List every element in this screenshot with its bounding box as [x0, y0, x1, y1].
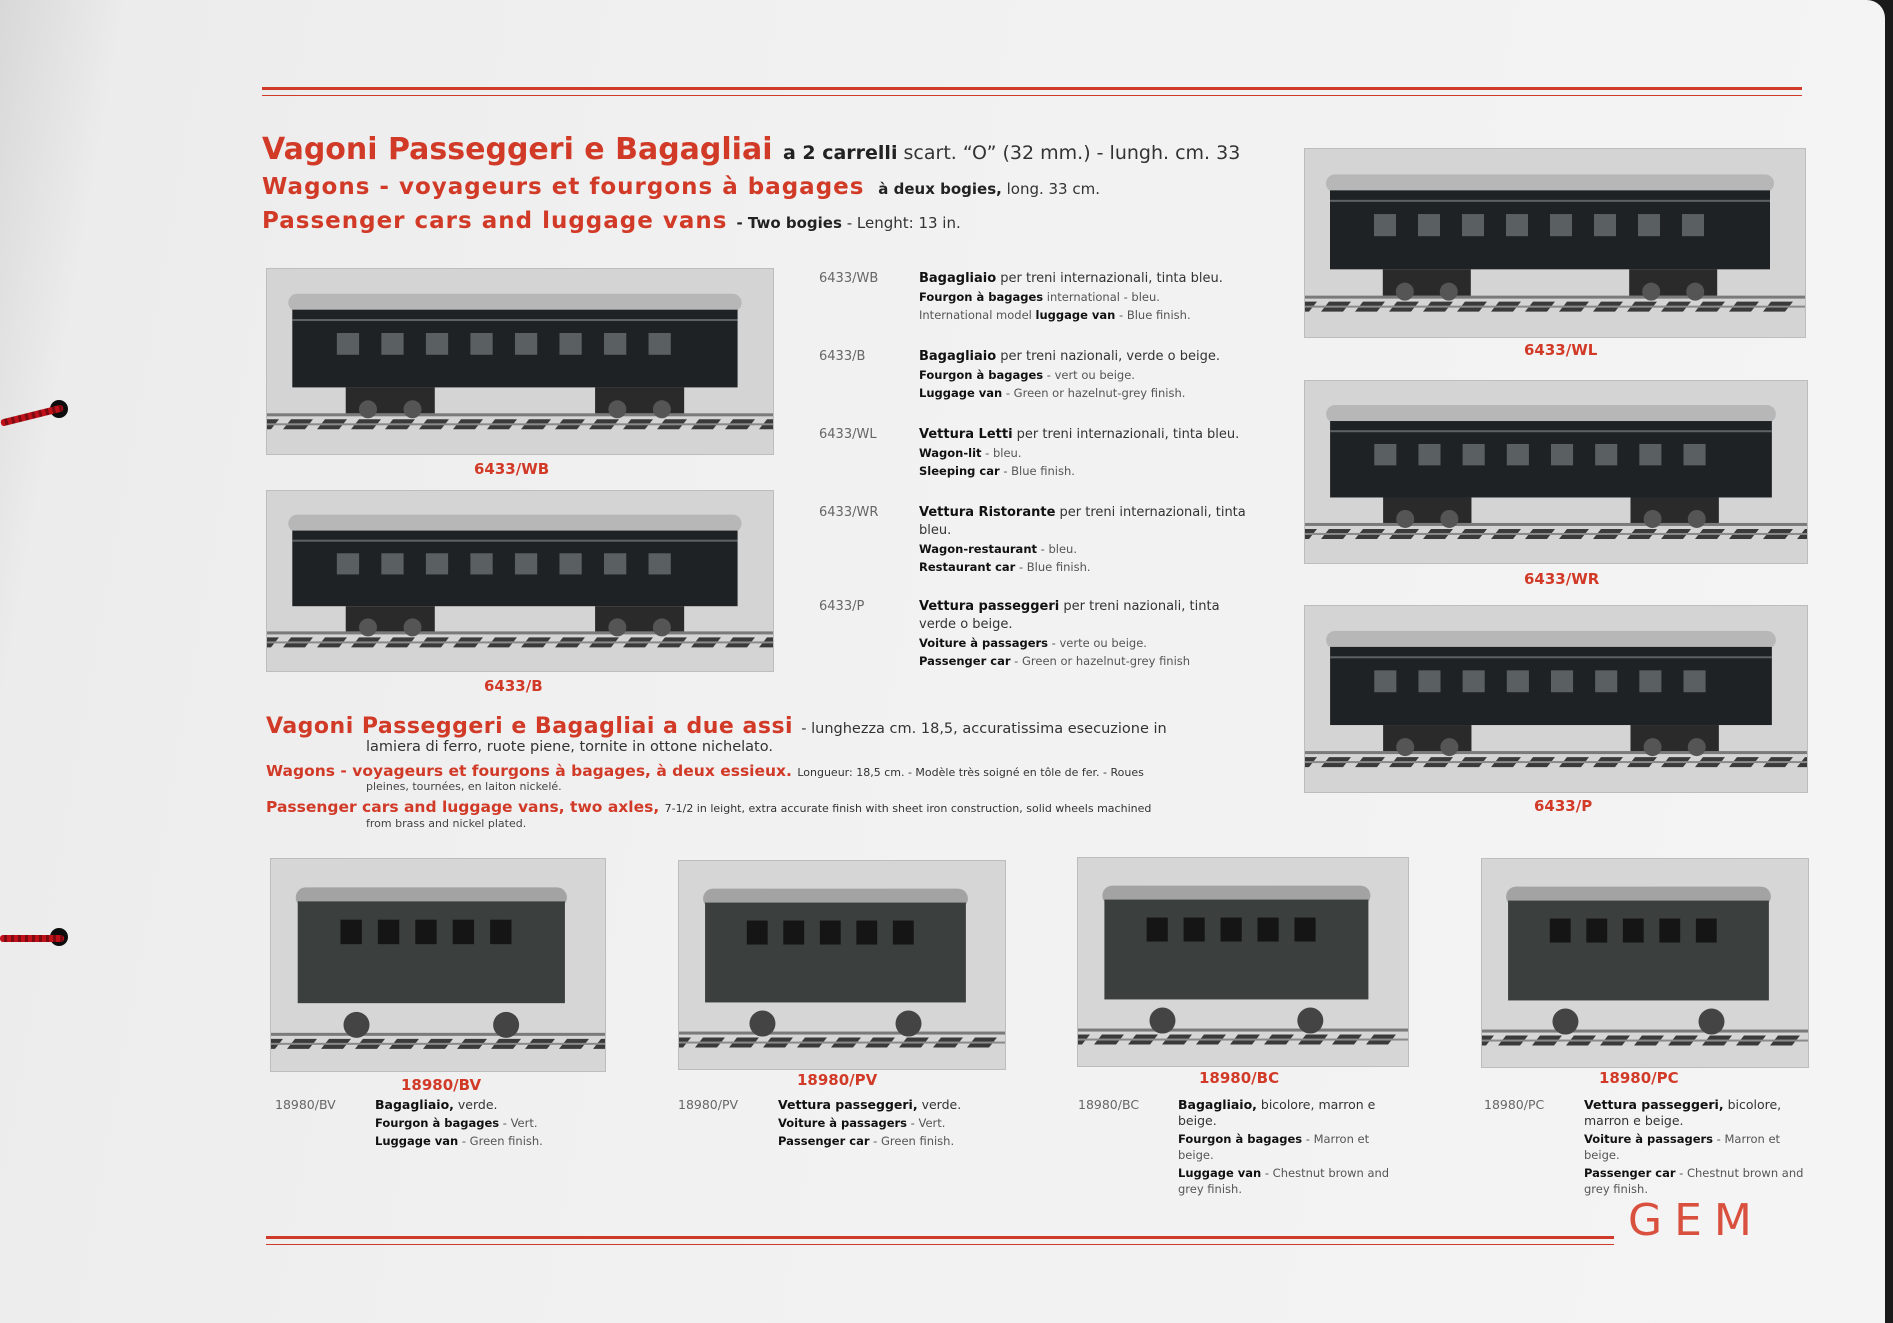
label-6433-wb: 6433/WB [474, 460, 550, 478]
item-en-desc: - Green finish. [458, 1134, 543, 1148]
item-en-desc: - Blue finish. [1015, 560, 1091, 574]
item-it-desc: per treni nazionali, verde o beige. [996, 349, 1220, 364]
label-6433-p: 6433/P [1534, 797, 1593, 815]
header-en-title: Passenger cars and luggage vans [262, 208, 728, 234]
brand-logo: GEM [1628, 1195, 1764, 1246]
header-en-sub: - Lenght: 13 in. [846, 214, 961, 232]
header-it-sub: scart. “O” (32 mm.) - lungh. cm. 33 [903, 142, 1241, 164]
item-fr-name: Fourgon à bagages [1178, 1132, 1303, 1146]
item-en-desc: - Green finish. [869, 1134, 955, 1148]
photo-6433-p [1304, 605, 1808, 793]
item-code: 6433/WL [819, 427, 877, 442]
item-it-desc: bicolore, marron e beige. [1584, 1097, 1782, 1128]
photo-18980-bv [270, 858, 606, 1072]
photo-6433-wb [266, 268, 774, 455]
item-fr-desc: international - bleu. [1043, 290, 1160, 304]
item-fr-desc: - Vert. [907, 1116, 946, 1130]
photo-18980-bc [1077, 857, 1409, 1067]
item-fr-name: Wagon-restaurant [919, 542, 1038, 556]
header-it-title: Vagoni Passeggeri e Bagagliai [262, 132, 773, 167]
item-code: 18980/PC [1484, 1097, 1545, 1112]
item-it-name: Vettura passeggeri, [1584, 1097, 1724, 1112]
label-18980-pv: 18980/PV [797, 1071, 878, 1089]
item-it-name: Vettura passeggeri [919, 599, 1060, 614]
item-en-desc: - Blue finish. [999, 464, 1075, 478]
item-code: 18980/PV [678, 1097, 739, 1112]
train-illustration [1305, 381, 1807, 563]
item-fr-name: Voiture à passagers [1584, 1132, 1714, 1146]
item-fr-name: Fourgon à bagages [919, 290, 1044, 304]
label-6433-wr: 6433/WR [1524, 570, 1600, 588]
item-it-name: Bagagliaio, [1178, 1097, 1257, 1112]
item-fr-name: Wagon-lit [919, 446, 982, 460]
item-code: 6433/P [819, 599, 865, 614]
item-it-desc: verde. [453, 1097, 498, 1112]
item-fr-desc: - Vert. [499, 1116, 538, 1130]
item-fr-name: Fourgon à bagages [375, 1116, 500, 1130]
item-en-name: Passenger car [778, 1134, 870, 1148]
item-it-desc: per treni nazionali, tinta verde o beige. [919, 599, 1220, 632]
item-fr-desc: - Marron et beige. [1178, 1132, 1370, 1162]
train-illustration [679, 861, 1005, 1069]
bottom-rule [266, 1236, 1614, 1239]
item-it-desc: per treni internazionali, tinta bleu. [1012, 427, 1240, 442]
bogie-item [819, 426, 1259, 480]
photo-6433-wl [1304, 148, 1806, 338]
item-it-name: Vettura Letti [919, 427, 1013, 442]
item-en-name: Luggage van [1178, 1166, 1262, 1180]
item-en-prefix: International model [919, 308, 1036, 322]
item-en-name: Restaurant car [919, 560, 1016, 574]
header-en-sub-bold: - Two bogies [736, 214, 842, 232]
train-illustration [271, 859, 605, 1071]
item-en-desc: - Green or hazelnut-grey finish. [1002, 386, 1186, 400]
item-en-desc: - Chestnut brown and grey finish. [1584, 1166, 1804, 1196]
top-rule-thin [262, 95, 1802, 96]
item-it-desc: per treni internazionali, tinta bleu. [996, 271, 1223, 286]
axle-fr [266, 762, 1144, 780]
item-fr-desc: - bleu. [981, 446, 1022, 460]
label-18980-bc: 18980/BC [1199, 1069, 1280, 1087]
item-fr-name: Voiture à passagers [778, 1116, 908, 1130]
photo-18980-pv [678, 860, 1006, 1070]
item-en-desc: - Blue finish. [1115, 308, 1191, 322]
header-fr-sub-bold: à deux bogies, [878, 180, 1002, 198]
item-fr-desc: - verte ou beige. [1048, 636, 1147, 650]
item-code: 18980/BV [275, 1097, 336, 1112]
axle-it-sub2: lamiera di ferro, ruote piene, tornite in ottone nichelato. [366, 739, 773, 755]
bogie-item [819, 348, 1259, 402]
header-fr-title: Wagons - voyageurs et fourgons à bagages [262, 174, 865, 200]
axle-fr-title: Wagons - voyageurs et fourgons à bagages, à deux essieux. [266, 762, 792, 780]
item-fr-desc: - vert ou beige. [1043, 368, 1135, 382]
header-it-sub-bold: a 2 carrelli [782, 142, 898, 164]
bogie-item [819, 270, 1259, 324]
item-it-name: Bagagliaio, [375, 1097, 454, 1112]
label-6433-b: 6433/B [484, 677, 543, 695]
item-fr-desc: - Marron et beige. [1584, 1132, 1781, 1162]
axle-item [1078, 1097, 1408, 1197]
item-en-name: Sleeping car [919, 464, 1000, 478]
photo-18980-pc [1481, 858, 1809, 1068]
photo-6433-wr [1304, 380, 1808, 564]
item-it-name: Bagagliaio [919, 271, 997, 286]
axle-fr-sub2: pleines, tournées, en laiton nickelé. [366, 780, 562, 793]
binding-cord-bottom [0, 935, 64, 942]
item-it-name: Vettura passeggeri, [778, 1097, 918, 1112]
item-en-name: Passenger car [919, 654, 1011, 668]
item-fr-desc: - bleu. [1037, 542, 1077, 556]
item-code: 6433/B [819, 349, 866, 364]
item-en-name: Luggage van [919, 386, 1003, 400]
axle-it-title: Vagoni Passeggeri e Bagagliai a due assi [266, 714, 794, 739]
bogie-item [819, 504, 1259, 576]
item-it-desc: bicolore, marron e beige. [1178, 1097, 1376, 1128]
axle-en-sub2: from brass and nickel plated. [366, 817, 527, 830]
axle-item [678, 1097, 1008, 1149]
header-it [262, 132, 1240, 167]
axle-item [1484, 1097, 1814, 1197]
item-it-name: Bagagliaio [919, 349, 997, 364]
axle-item [275, 1097, 605, 1149]
item-en-name: luggage van [1035, 308, 1116, 322]
header-fr [262, 174, 1100, 200]
photo-6433-b [266, 490, 774, 672]
item-code: 6433/WB [819, 271, 879, 286]
item-code: 6433/WR [819, 505, 879, 520]
item-en-desc: - Chestnut brown and grey finish. [1178, 1166, 1390, 1196]
train-illustration [1482, 859, 1808, 1067]
item-fr-name: Voiture à passagers [919, 636, 1049, 650]
axle-en-title: Passenger cars and luggage vans, two axles, [266, 798, 660, 816]
item-en-desc: - Green or hazelnut-grey finish [1010, 654, 1191, 668]
top-rule [262, 87, 1802, 90]
train-illustration [1078, 858, 1408, 1066]
item-code: 18980/BC [1078, 1097, 1140, 1112]
axle-en [266, 798, 1151, 816]
item-fr-name: Fourgon à bagages [919, 368, 1044, 382]
train-illustration [1305, 606, 1807, 792]
axle-it [266, 714, 1167, 739]
train-illustration [267, 269, 773, 454]
item-en-name: Luggage van [375, 1134, 459, 1148]
train-illustration [267, 491, 773, 671]
label-18980-pc: 18980/PC [1599, 1069, 1679, 1087]
item-it-desc: per treni internazionali, tinta bleu. [919, 505, 1246, 538]
bottom-rule-thin [266, 1244, 1614, 1245]
axle-it-sub: - lunghezza cm. 18,5, accuratissima esecuzione in [801, 721, 1167, 737]
axle-fr-sub: Longueur: 18,5 cm. - Modèle très soigné en tôle de fer. - Roues [797, 766, 1144, 779]
label-6433-wl: 6433/WL [1524, 341, 1598, 359]
bogie-item [819, 598, 1259, 670]
label-18980-bv: 18980/BV [401, 1076, 482, 1094]
item-en-name: Passenger car [1584, 1166, 1676, 1180]
header-en [262, 208, 961, 234]
axle-en-sub: 7-1/2 in leight, extra accurate finish with sheet iron construction, solid wheels machined [664, 802, 1152, 815]
item-it-desc: verde. [917, 1097, 962, 1112]
train-illustration [1305, 149, 1805, 337]
item-it-name: Vettura Ristorante [919, 505, 1056, 520]
header-fr-sub: long. 33 cm. [1006, 180, 1101, 198]
